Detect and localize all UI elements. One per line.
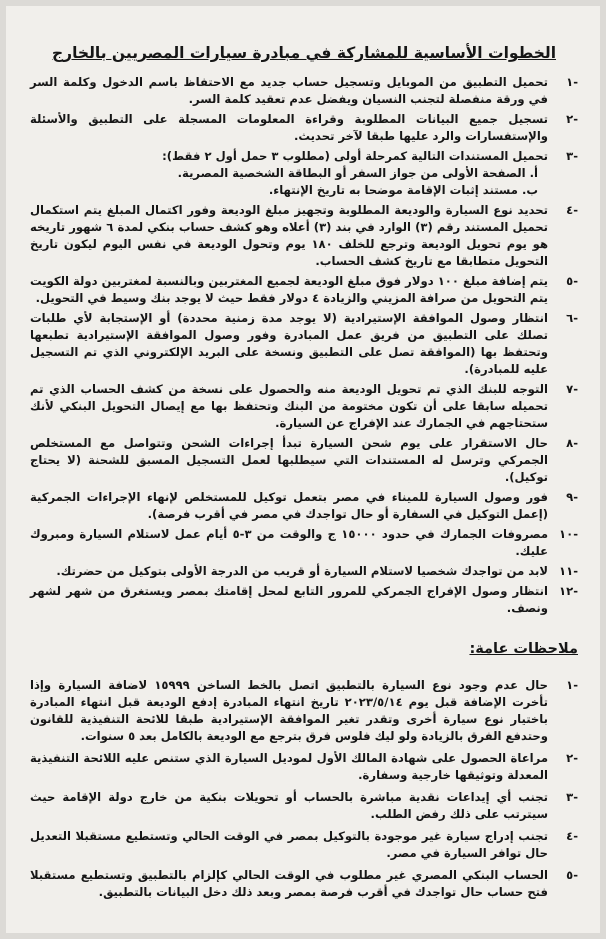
step-item <box>30 111 578 145</box>
step-item-number: -٣ <box>566 149 578 163</box>
sub-item: ب. مستند إثبات الإقامة موضحا به تاريخ الإنتهاء. <box>268 183 538 197</box>
step-item-text: تحديد نوع السيارة والوديعة المطلوبة وتجهيز مبلغ الوديعة وفور اكتمال المبلغ يتم استكمال تحميل المستند رقم (٣) الوارد في بند (٣) أعلاه وهو كشف حساب بنكي لمدة ٦ شهور تاريخه هو يوم تحويل الوديعة وترجع للخلف ١٨٠ يوم وتحول الوديعة في نفس اليوم ليكون تاريخ التحويل متطابقا مع تاريخ كشف الحساب. <box>30 203 549 268</box>
step-item-subitems <box>30 165 548 199</box>
note-item-text: الحساب البنكي المصري غير مطلوب في الوقت الحالي كإلزام بالتطبيق وتستطيع مستقبلا فتح حساب حال تواجدك في أقرب فرصة بمصر وبعد ذلك دخل البيانات بالتطبيق. <box>30 868 548 899</box>
step-item <box>30 202 578 270</box>
note-item-text: تجنب أي إيداعات نقدية مباشرة بالحساب أو تحويلات بنكية من خارج دولة الإقامة حيث سيترتب على ذلك رفض الطلب. <box>30 790 548 821</box>
step-item-text: تحميل التطبيق من الموبايل وتسجيل حساب جديد مع الاحتفاظ باسم الدخول وكلمة السر في ورقة منفصلة لتجنب النسيان ويفضل عدم تعقيد كلمة السر. <box>30 75 548 106</box>
note-item-text: حال عدم وجود نوع السيارة بالتطبيق اتصل بالخط الساخن ١٥٩٩٩ لاضافة السيارة وإذا تأخرت الإضافة قبل يوم ٢٠٢٣/٥/١٤ تاريخ انتهاء المبادرة إدفع الوديعة قبل انتهاء المبادرة باختيار نوع سيارة أخرى وتقدر تغير الموافقة الإستيرادية طبقا للائحة التنفيذية للقانون وحتدفع الفرق بالزيادة ولو ليك فلوس فرق بترجع مع الوديعة بالكامل بعد ٥ سنوات. <box>30 678 548 743</box>
step-item-text: مصروفات الجمارك في حدود ١٥٠٠٠ ج والوقت من ٣-٥ أيام عمل لاستلام السيارة ومبروك عليك. <box>30 527 549 558</box>
step-item <box>30 435 578 486</box>
step-item-text: حال الاستقرار على يوم شحن السيارة تبدأ إجراءات الشحن وتتواصل مع المستخلص الجمركي وترسل له المستندات التي سيطلبها لعمل التسجيل المسبق للشحنة (لا يحتاج توكيل). <box>30 436 548 484</box>
step-item-text: يتم إضافة مبلغ ١٠٠ دولار فوق مبلغ الوديعة لجميع المغتربين وبالنسبة لمغتربين دولة الكويت يتم التحويل من صرافة المزيني والزيادة ٤ دولار فقط حيث لا يوجد بنك وسيط في التحويل. <box>30 274 548 305</box>
note-item-number: -٢ <box>566 751 578 765</box>
notes-title: ملاحظات عامة: <box>469 641 578 657</box>
step-item-number: -١١ <box>559 564 578 578</box>
step-item-text: تسجيل جميع البيانات المطلوبة وقراءة المعلومات المسجلة على التطبيق والأسئلة والإستفسارات والرد عليها طبقا لآخر تحديث. <box>30 112 548 143</box>
step-item-text: فور وصول السيارة للميناء في مصر بتعمل توكيل للمستخلص لإنهاء الإجراءات الجمركية (إعمل التوكيل في السفارة أو حال تواجدك في مصر في أقرب فرصة). <box>30 490 548 521</box>
step-item <box>30 310 578 378</box>
step-item-text: انتظار وصول الموافقة الإستيرادية (لا يوجد مدة زمنية محددة) أو الإستجابة لأي طلبات تصلك على التطبيق من فريق عمل المبادرة وفور وصول الموافقة الإستيرادية تطبعها وتحتفظ بها (الموافقة تصل على التطبيق ونسخة على البريد الإلكتروني الذي تم التسجيل عليه للمبادرة). <box>30 311 548 376</box>
page-title: الخطوات الأساسية للمشاركة في مبادرة سيارات المصريين بالخارج <box>51 44 557 62</box>
steps-list <box>30 74 578 617</box>
step-item-text: لابد من تواجدك شخصيا لاستلام السيارة أو قريب من الدرجة الأولى بتوكيل من حضرتك. <box>56 564 548 578</box>
note-item-number: -٥ <box>566 868 578 882</box>
step-item-number: -١٠ <box>559 527 578 541</box>
step-item-number: -٥ <box>566 274 578 288</box>
step-item-number: -٨ <box>566 436 578 450</box>
document-sheet <box>6 6 600 933</box>
step-item <box>30 583 578 617</box>
note-item-number: -١ <box>566 678 578 692</box>
step-item <box>30 74 578 108</box>
step-item <box>30 489 578 523</box>
note-item-number: -٣ <box>566 790 578 804</box>
note-item <box>30 677 578 745</box>
note-item <box>30 750 578 784</box>
step-item <box>30 381 578 432</box>
step-item-number: -٧ <box>566 382 578 396</box>
step-item-number: -١ <box>566 75 578 89</box>
note-item-text: تجنب إدراج سيارة غير موجودة بالتوكيل بمصر في الوقت الحالي وتستطيع مستقبلا التعديل حال توافر السيارة في مصر. <box>30 829 548 860</box>
step-item <box>30 273 578 307</box>
sub-item: أ. الصفحة الأولى من جواز السفر أو البطاقة الشخصية المصرية. <box>177 166 538 180</box>
step-item-number: -٢ <box>566 112 578 126</box>
note-item <box>30 867 578 901</box>
step-item <box>30 563 578 580</box>
note-item-text: مراعاة الحصول على شهادة المالك الأول لموديل السيارة الذي ستنص عليه اللائحة التنفيذية المعدلة وتوثيقها خارجية وسفارة. <box>30 751 548 782</box>
step-item-text: تحميل المستندات التالية كمرحلة أولى (مطلوب ٣ حمل أول ٢ فقط): <box>162 149 548 163</box>
step-item-text: التوجه للبنك الذي تم تحويل الوديعة منه والحصول على نسخة من كشف الحساب الذي تم تحميله سابقا على أن تكون مختومة من البنك وتحتفظ بها مع إيصال التحويل البنكي لأنك ستحتاجهم في الجمارك عند الإفراج عن السيارة. <box>30 382 548 430</box>
step-item-text: انتظار وصول الإفراج الجمركي للمرور التابع لمحل إقامتك بمصر ويستغرق من شهر لشهر ونصف. <box>30 584 548 615</box>
step-item-number: -٦ <box>566 311 578 325</box>
note-item <box>30 789 578 823</box>
note-item-number: -٤ <box>566 829 578 843</box>
note-item <box>30 828 578 862</box>
step-item-number: -٤ <box>566 203 578 217</box>
step-item <box>30 148 578 199</box>
step-item-number: -٩ <box>566 490 578 504</box>
step-item-number: -١٢ <box>559 584 578 598</box>
step-item <box>30 526 578 560</box>
notes-list <box>30 677 578 901</box>
